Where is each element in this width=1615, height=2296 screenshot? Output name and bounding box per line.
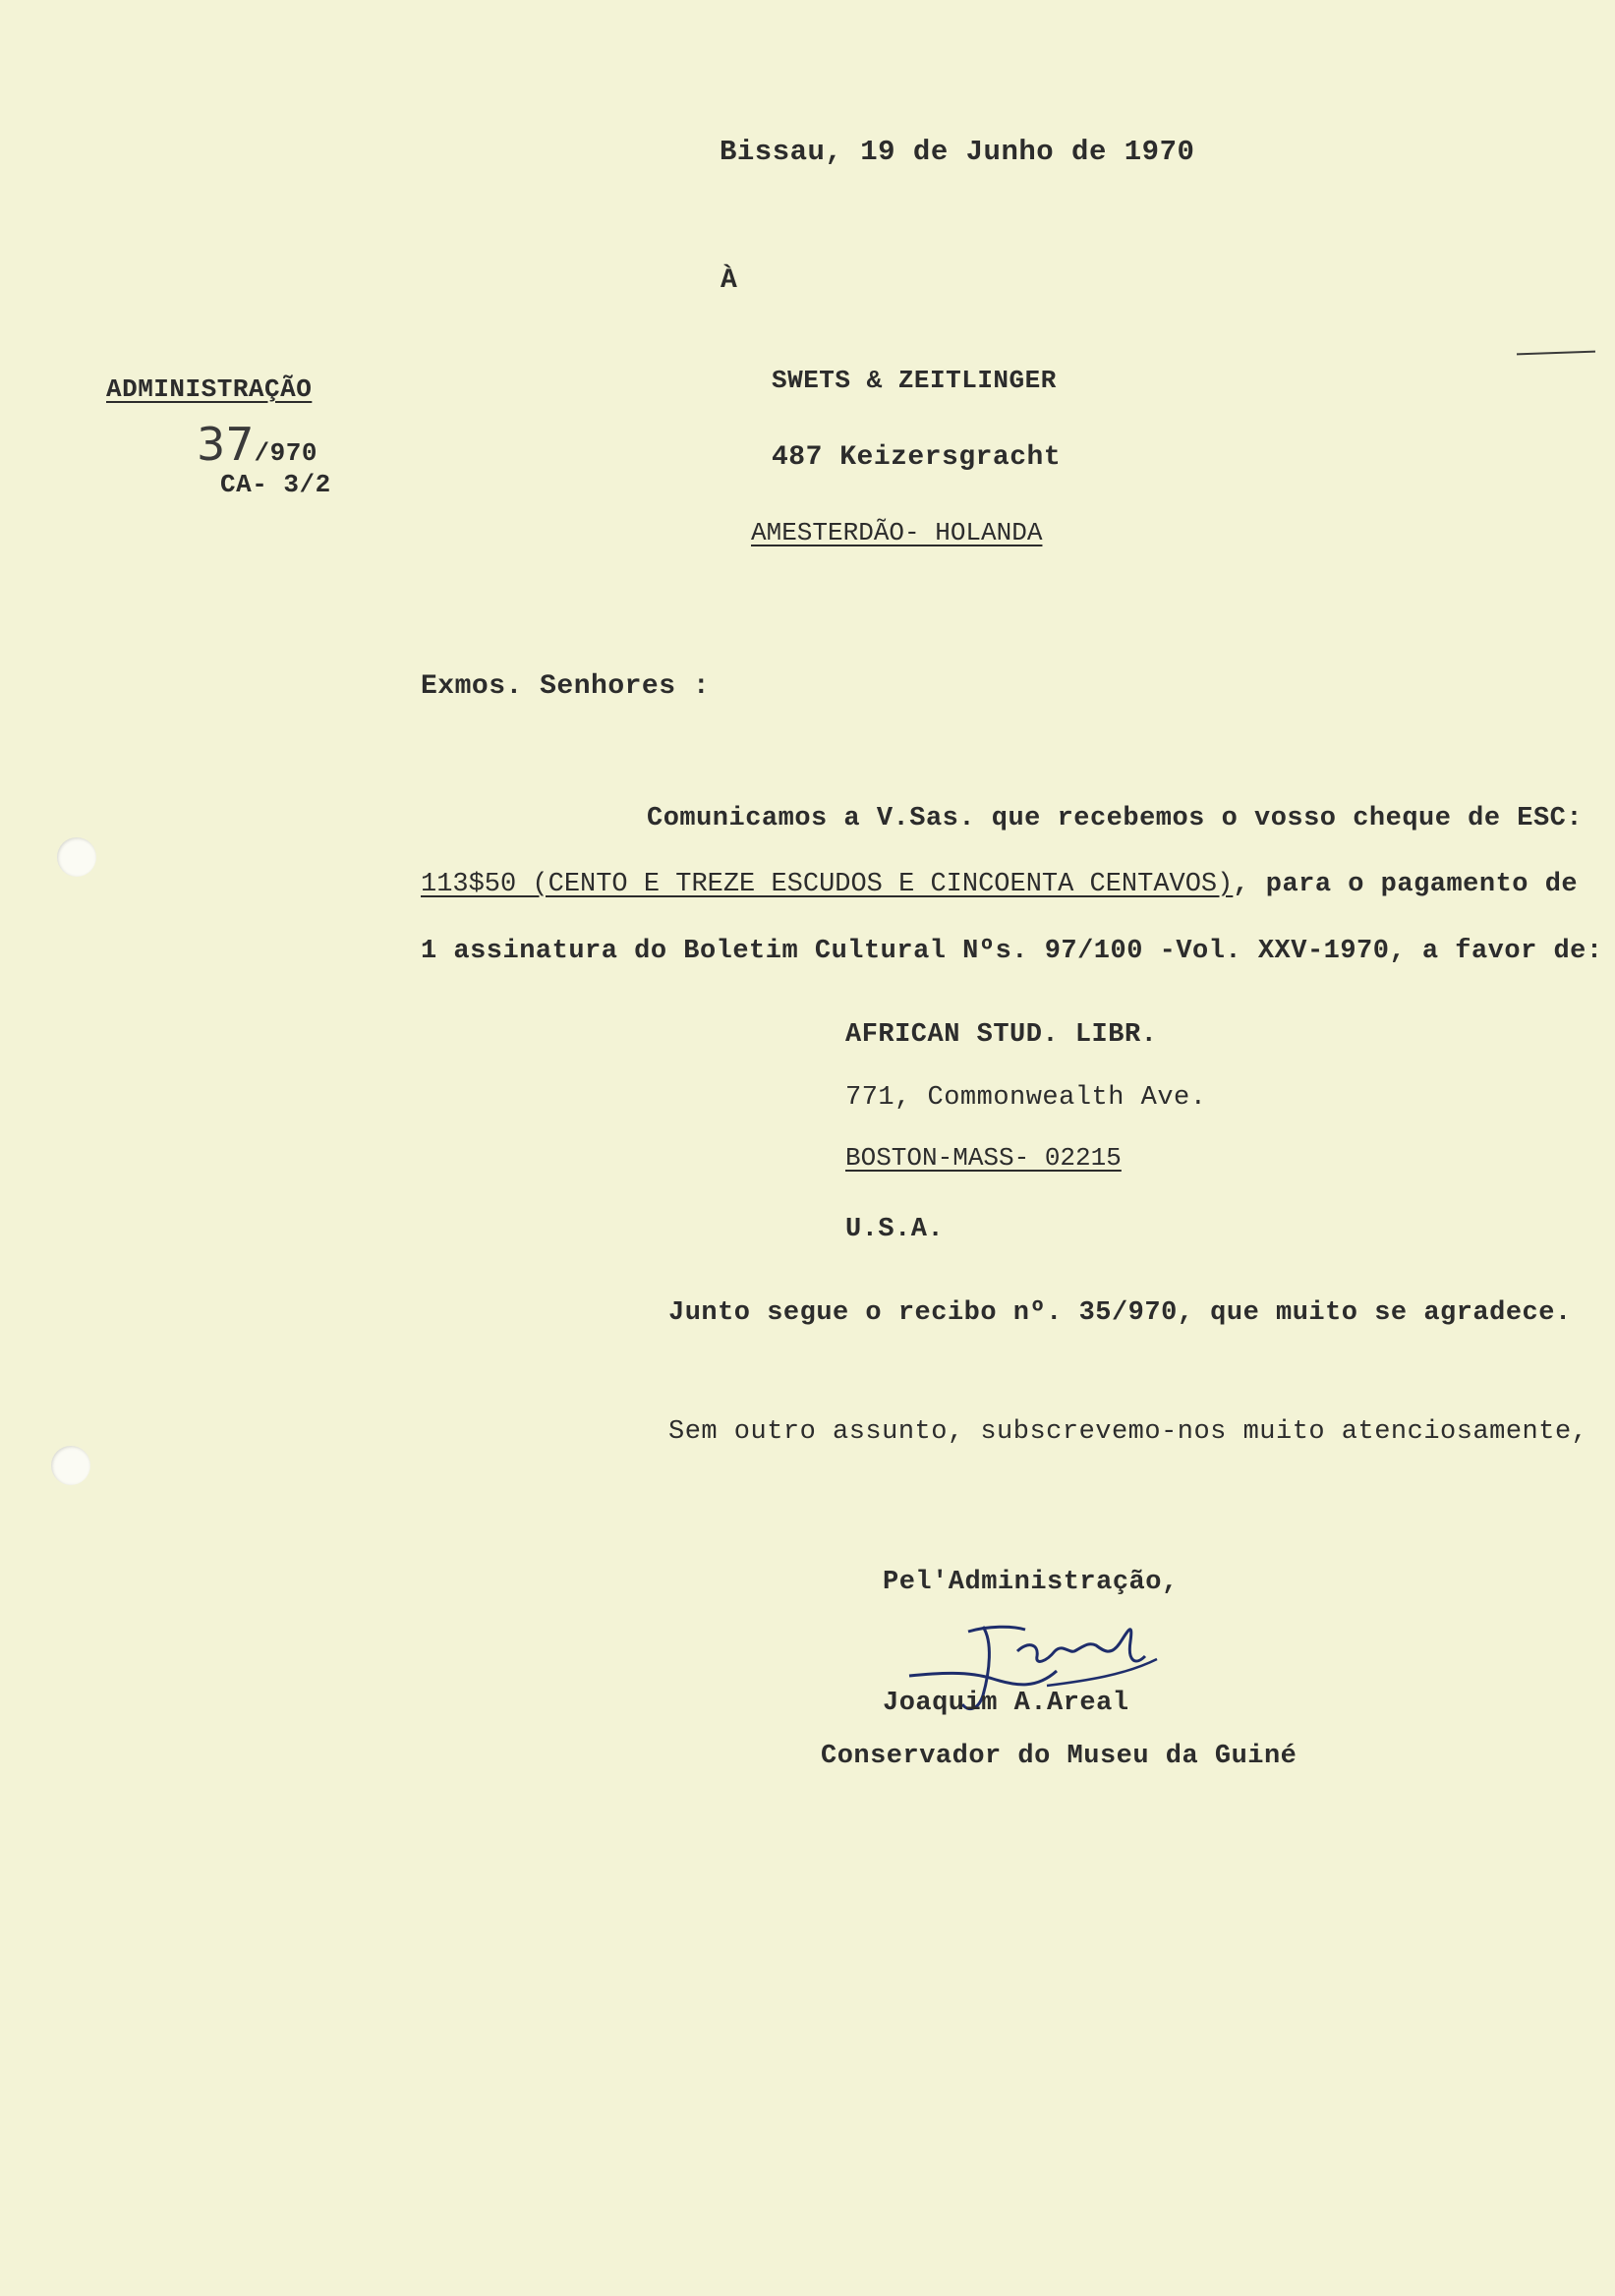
receipt-line: Junto segue o recibo nº. 35/970, que muito se agradece. [668,1298,1572,1328]
salutation: Exmos. Senhores : [421,671,711,702]
body-line-1: Comunicamos a V.Sas. que recebemos o vosso cheque de ESC: [647,804,1584,833]
beneficiary-name: AFRICAN STUD. LIBR. [845,1020,1158,1050]
punch-hole-bottom [51,1446,90,1485]
closing-line: Sem outro assunto, subscrevemo-nos muito atenciosamente, [668,1417,1588,1447]
reference-number-suffix: /970 [254,438,317,468]
body-line-2-rest: , para o pagamento de [1233,870,1579,899]
beneficiary-country: U.S.A. [845,1215,945,1244]
recipient-city: AMESTERDÃO- HOLANDA [751,518,1043,547]
reference-file-code: CA- 3/2 [220,470,331,499]
reference-number-handwritten: 37 [197,418,255,471]
reference-department: ADMINISTRAÇÃO [106,374,313,404]
date-line: Bissau, 19 de Junho de 1970 [720,136,1195,168]
body-line-2 [421,870,1578,899]
recipient-prefix: À [721,265,738,296]
reference-number [197,418,317,471]
amount-underlined: 113$50 (CENTO E TREZE ESCUDOS E CINCOENTA CENTAVOS) [421,870,1234,899]
signer-title: Conservador do Museu da Guiné [821,1742,1298,1771]
margin-pen-stroke [1517,351,1595,356]
signature-for-line: Pel'Administração, [883,1568,1179,1597]
beneficiary-city: BOSTON-MASS- 02215 [845,1143,1122,1173]
recipient-street: 487 Keizersgracht [772,442,1062,473]
punch-hole-top [57,837,96,877]
recipient-name: SWETS & ZEITLINGER [772,366,1057,395]
body-line-3: 1 assinatura do Boletim Cultural Nºs. 97/100 -Vol. XXV-1970, a favor de: [421,937,1603,966]
signer-name: Joaquim A.Areal [883,1689,1129,1718]
beneficiary-street: 771, Commonwealth Ave. [845,1083,1207,1113]
